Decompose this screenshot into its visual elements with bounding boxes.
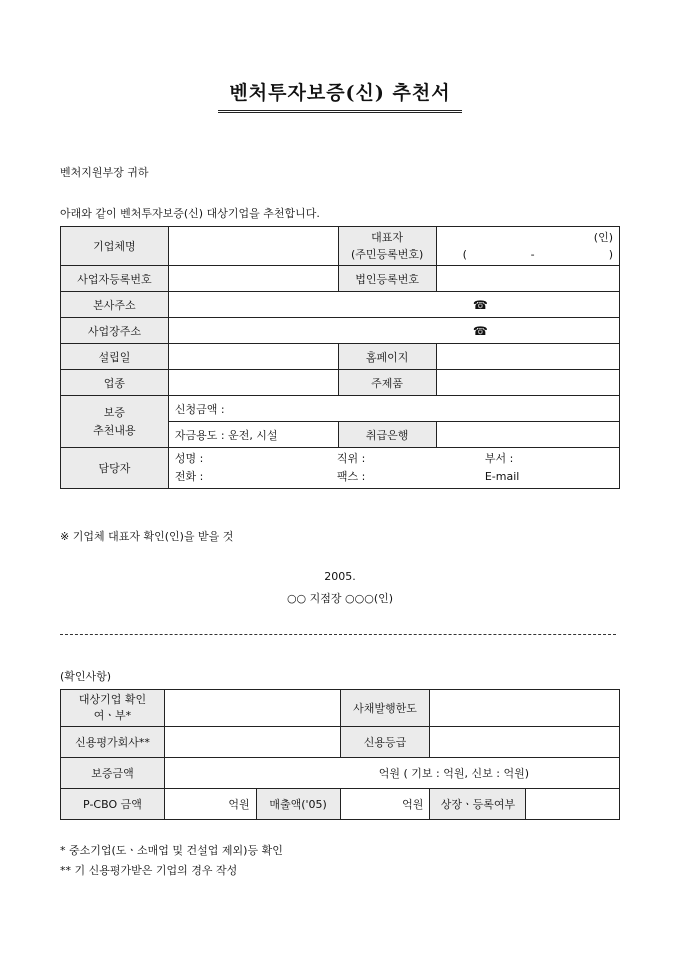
confirmation-table [60, 689, 620, 820]
label-product: 주제품 [338, 370, 436, 396]
bizno-field[interactable] [168, 266, 338, 292]
guarantee-label-2: 추천내용 [93, 423, 136, 437]
founded-field[interactable] [168, 344, 338, 370]
label-industry: 업종 [61, 370, 169, 396]
label-bizno: 사업자등록번호 [61, 266, 169, 292]
site-address-field[interactable] [168, 318, 619, 344]
id-close: ) [608, 248, 613, 261]
confirm-heading: (확인사항) [60, 670, 112, 683]
rating-agency-field[interactable] [164, 727, 340, 758]
fund-use-field[interactable]: 자금용도 : 운전, 시설 [168, 422, 338, 448]
cut-line [60, 634, 616, 635]
target-label-1: 대상기업 확인 [78, 693, 147, 706]
bond-limit-field[interactable] [430, 690, 620, 727]
phone-icon: ☎ [472, 297, 488, 312]
target-label-2: 여ㆍ부* [93, 709, 132, 722]
credit-grade-field[interactable] [430, 727, 620, 758]
intro-text: 아래와 같이 벤처투자보증(신) 대상기업을 추천합니다. [60, 207, 320, 220]
contact-tel: 전화 : [174, 470, 204, 483]
signer-text: ○○ 지점장 ○○○(인) [286, 592, 394, 605]
contact-name: 성명 : [174, 452, 204, 465]
amount-field[interactable]: 신청금액 : [168, 396, 619, 422]
contact-field[interactable] [168, 448, 619, 489]
contact-fax: 팩스 : [336, 470, 366, 483]
date-text: 2005. [324, 570, 356, 583]
label-listed: 상장ㆍ등록여부 [430, 789, 526, 820]
hq-address-field[interactable] [168, 292, 619, 318]
label-bond-limit: 사채발행한도 [340, 690, 430, 727]
label-pcbo-amount: P-CBO 금액 [61, 789, 165, 820]
footnote-2: ** 기 신용평가받은 기업의 경우 작성 [60, 864, 238, 877]
listed-field[interactable] [526, 789, 620, 820]
phone-icon: ☎ [472, 323, 488, 338]
contact-dept: 부서 : [484, 452, 514, 465]
guarantee-label-1: 보증 [103, 405, 126, 419]
label-sales: 매출액('05) [256, 789, 340, 820]
id-dash: - [530, 248, 535, 261]
representative-field[interactable] [436, 227, 619, 266]
homepage-field[interactable] [436, 344, 619, 370]
rep-id-field[interactable] [443, 246, 613, 263]
industry-field[interactable] [168, 370, 338, 396]
target-confirm-field[interactable] [164, 690, 340, 727]
label-credit-grade: 신용등급 [340, 727, 430, 758]
bank-field[interactable] [436, 422, 619, 448]
label-bank: 취급은행 [338, 422, 436, 448]
footnote-1: * 중소기업(도ㆍ소매업 및 건설업 제외)등 확인 [60, 844, 283, 857]
rep-label: 대표자 [371, 231, 404, 244]
contact-position: 직위 : [336, 452, 366, 465]
label-guarantee [61, 396, 169, 448]
label-founded: 설립일 [61, 344, 169, 370]
recommendation-table [60, 226, 620, 489]
contact-email: E-mail [484, 470, 520, 483]
company-name-field[interactable] [168, 227, 338, 266]
label-hq-address: 본사주소 [61, 292, 169, 318]
product-field[interactable] [436, 370, 619, 396]
document-title: 벤처투자보증(신) 추천서 [229, 82, 451, 104]
guarantee-amount-field[interactable]: 억원 ( 기보 : 억원, 신보 : 억원) [164, 758, 619, 789]
rep-id-label: (주민등록번호) [350, 248, 424, 261]
label-guarantee-amount: 보증금액 [61, 758, 165, 789]
title-underline [218, 110, 462, 113]
pcbo-amount-field[interactable]: 억원 [164, 789, 256, 820]
label-representative [338, 227, 436, 266]
label-target-confirm [61, 690, 165, 727]
label-contact: 담당자 [61, 448, 169, 489]
seal-mark: (인) [593, 231, 613, 244]
label-homepage: 홈페이지 [338, 344, 436, 370]
sales-field[interactable]: 억원 [340, 789, 430, 820]
label-company: 기업체명 [61, 227, 169, 266]
label-rating-agency: 신용평가회사** [61, 727, 165, 758]
id-open: ( [462, 248, 467, 261]
addressee: 벤처지원부장 귀하 [60, 166, 149, 179]
note-text: ※ 기업체 대표자 확인(인)을 받을 것 [60, 530, 234, 543]
label-corpno: 법인등록번호 [338, 266, 436, 292]
label-site-address: 사업장주소 [61, 318, 169, 344]
corpno-field[interactable] [436, 266, 619, 292]
